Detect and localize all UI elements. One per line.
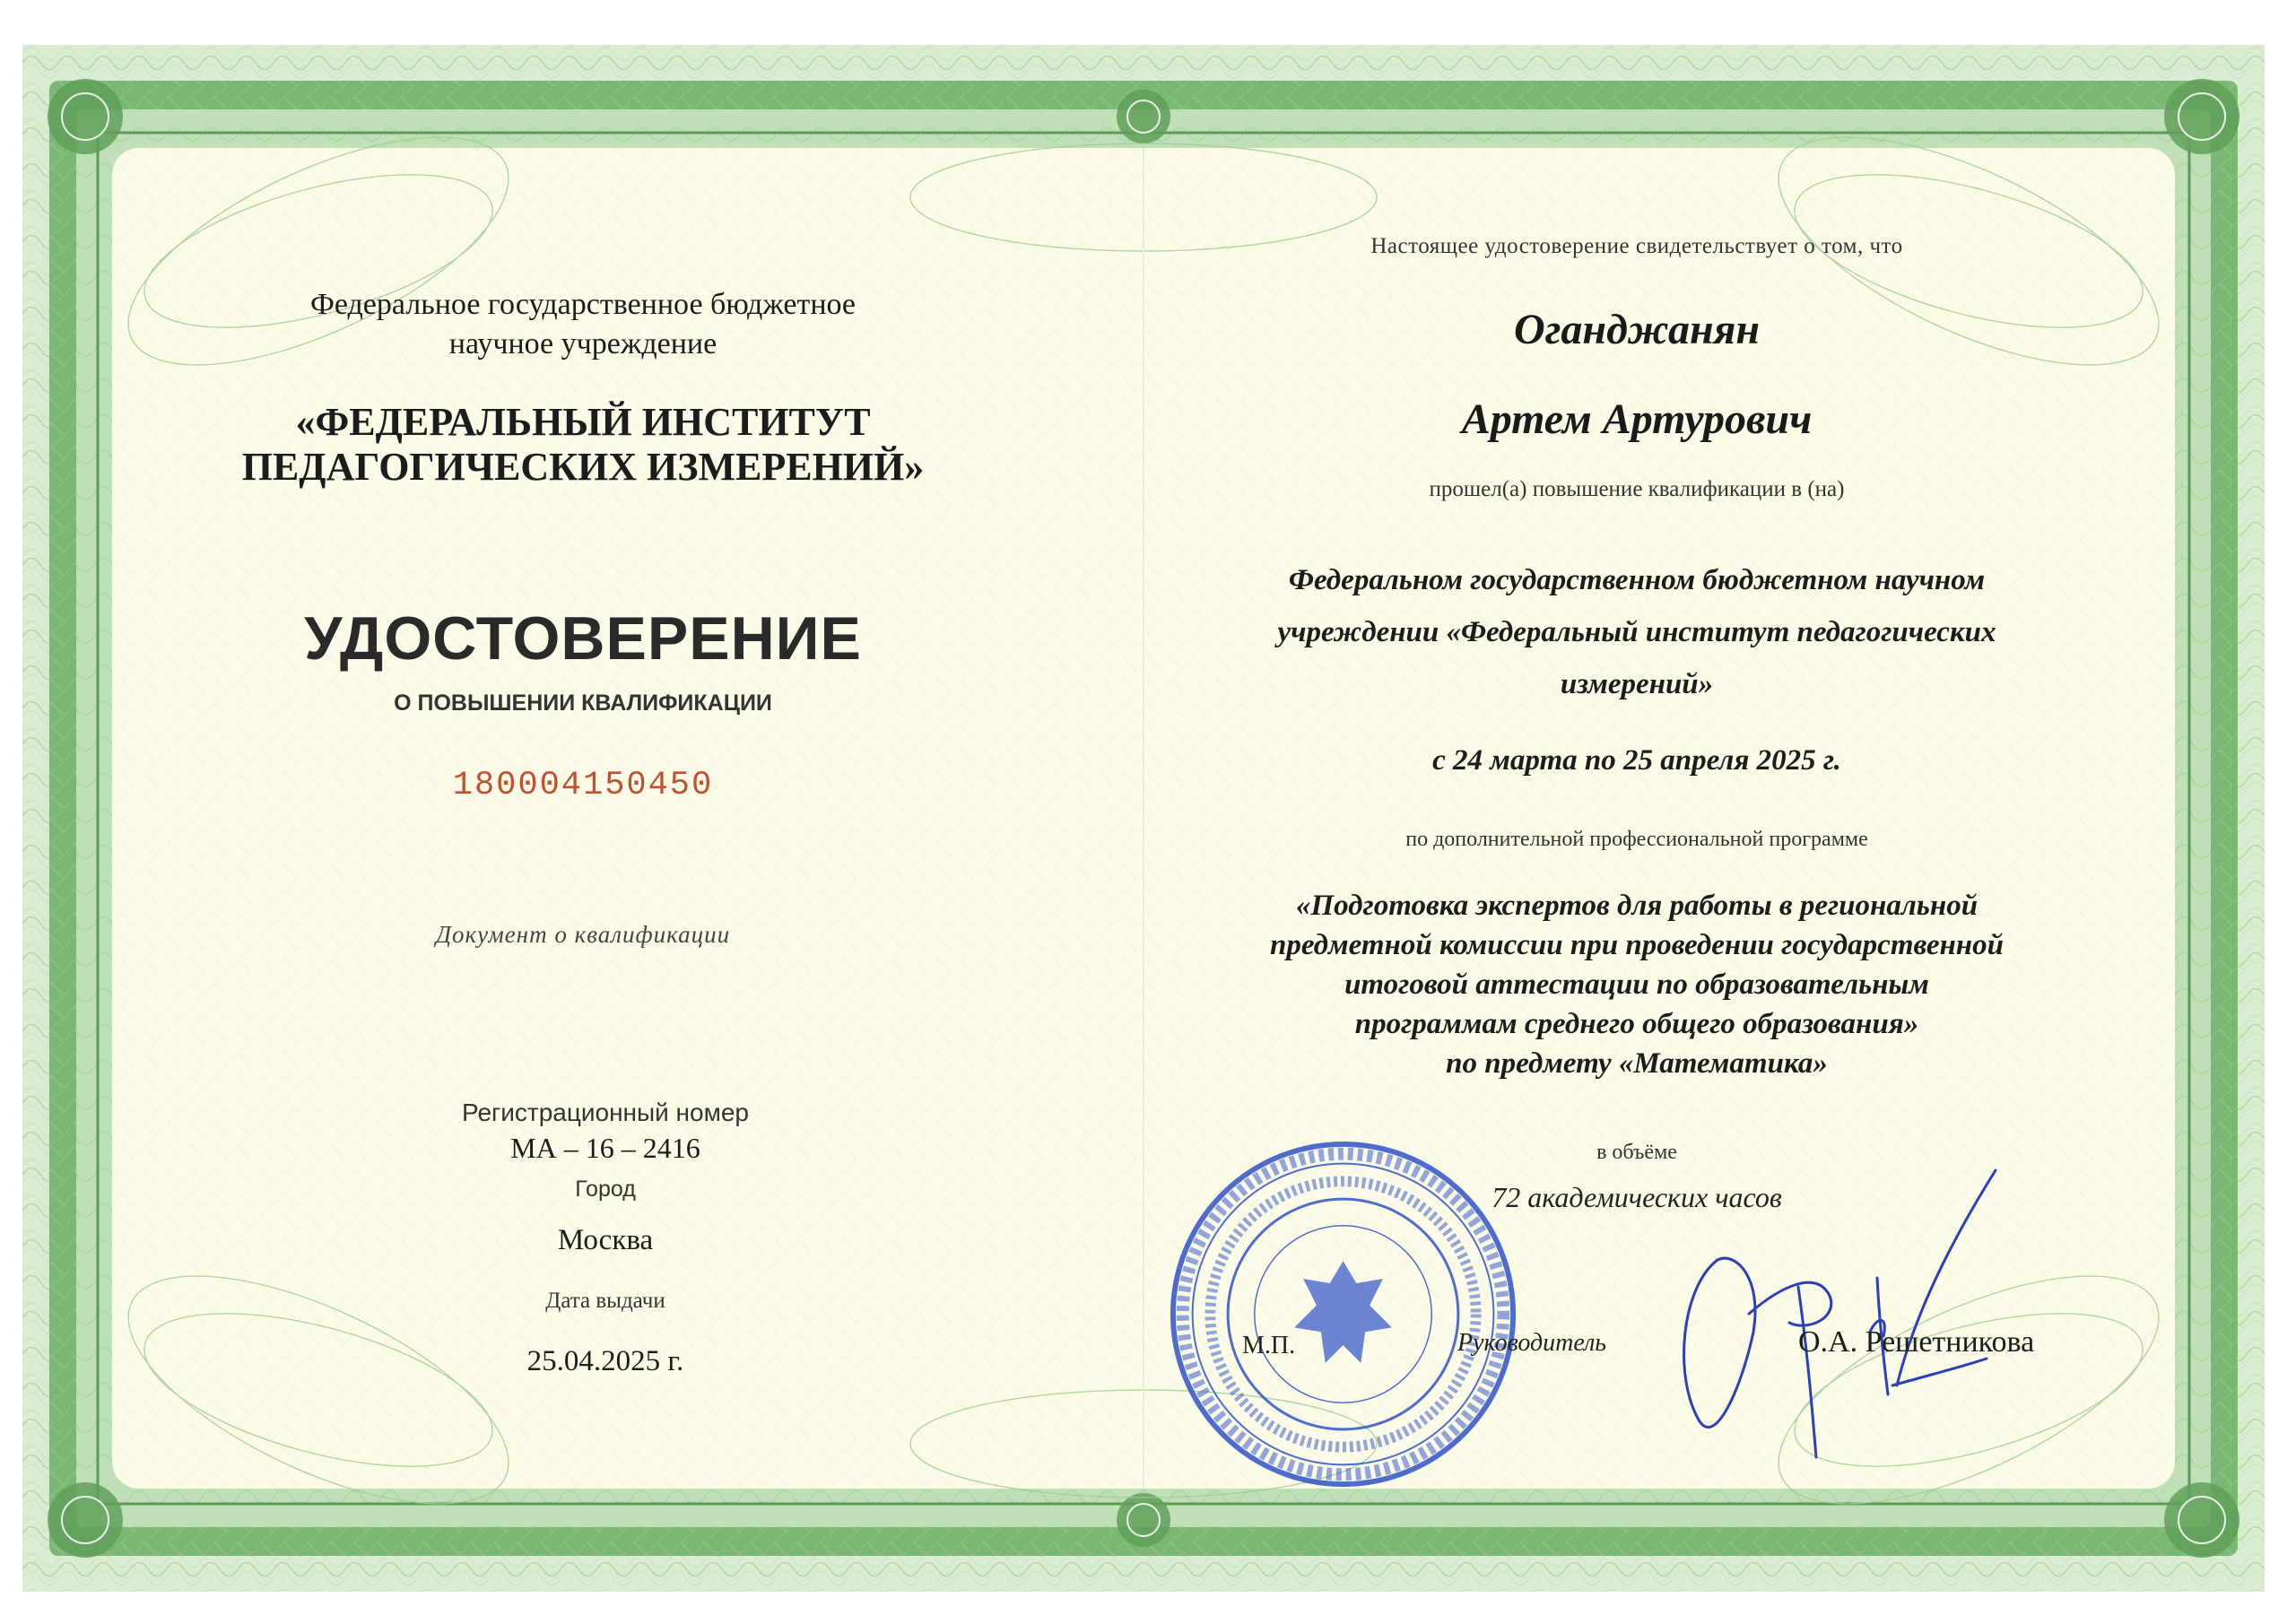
holder-surname: Оганджанян xyxy=(1514,306,1760,353)
qualification-document-label: Документ о квалификации xyxy=(435,921,731,948)
issue-date-label: Дата выдачи xyxy=(545,1289,665,1313)
city-label: Город xyxy=(575,1177,636,1202)
serial-number: 180004150450 xyxy=(452,767,714,804)
official-seal-stamp xyxy=(1166,1137,1520,1491)
certifies-statement: Настоящее удостоверение свидетельствует о том, что xyxy=(1370,234,1903,258)
program-line-5: по предмету «Математика» xyxy=(1446,1047,1828,1080)
volume-label: в объёме xyxy=(1596,1141,1677,1164)
training-hours: 72 академических часов xyxy=(1492,1181,1782,1213)
passed-statement: прошел(а) повышение квалификации в (на) xyxy=(1429,477,1845,501)
issuer-org-line-1: Федеральное государственное бюджетное xyxy=(309,288,857,321)
certificate-sheet xyxy=(22,45,2265,1592)
issuer-organization-type xyxy=(193,285,973,364)
document-title: УДОСТОВЕРЕНИЕ xyxy=(304,604,862,673)
program-line-1: «Подготовка экспертов для работы в региональной xyxy=(1295,890,1979,922)
training-institution xyxy=(1161,554,2112,710)
head-label: Руководитель xyxy=(1457,1329,1607,1357)
holder-given-names: Артем Артурович xyxy=(1461,395,1813,443)
registration-number-label: Регистрационный номер xyxy=(462,1099,749,1126)
institution-line-1: Федеральном государственном бюджетном научном xyxy=(1288,564,1986,596)
issuer-org-line-2: научное учреждение xyxy=(448,327,718,360)
issuer-name-line-2: ПЕДАГОГИЧЕСКИХ ИЗМЕРЕНИЙ» xyxy=(241,445,925,489)
registration-number-value: МА – 16 – 2416 xyxy=(510,1132,700,1164)
document-subtitle: О ПОВЫШЕНИИ КВАЛИФИКАЦИИ xyxy=(394,690,772,716)
program-label: по дополнительной профессиональной программе xyxy=(1405,828,1868,851)
institution-line-3: измерений» xyxy=(1560,668,1714,700)
training-dates: с 24 марта по 25 апреля 2025 г. xyxy=(1432,744,1841,777)
program-title xyxy=(1161,886,2112,1083)
issuer-name-line-1: «ФЕДЕРАЛЬНЫЙ ИНСТИТУТ xyxy=(295,400,871,444)
head-name: О.А. Решетникова xyxy=(1798,1325,2035,1359)
issuer-name xyxy=(148,400,1018,490)
institution-line-2: учреждении «Федеральный институт педагогических xyxy=(1277,616,1996,648)
program-line-4: программам среднего общего образования» xyxy=(1354,1008,1919,1040)
program-line-2: предметной комиссии при проведении государственной xyxy=(1270,929,2004,961)
program-line-3: итоговой аттестации по образовательным xyxy=(1344,968,1929,1001)
handwritten-signature xyxy=(1664,1152,2022,1475)
issue-date-value: 25.04.2025 г. xyxy=(526,1345,684,1377)
city-value: Москва xyxy=(557,1224,654,1256)
stamp-place-label: М.П. xyxy=(1242,1332,1296,1359)
